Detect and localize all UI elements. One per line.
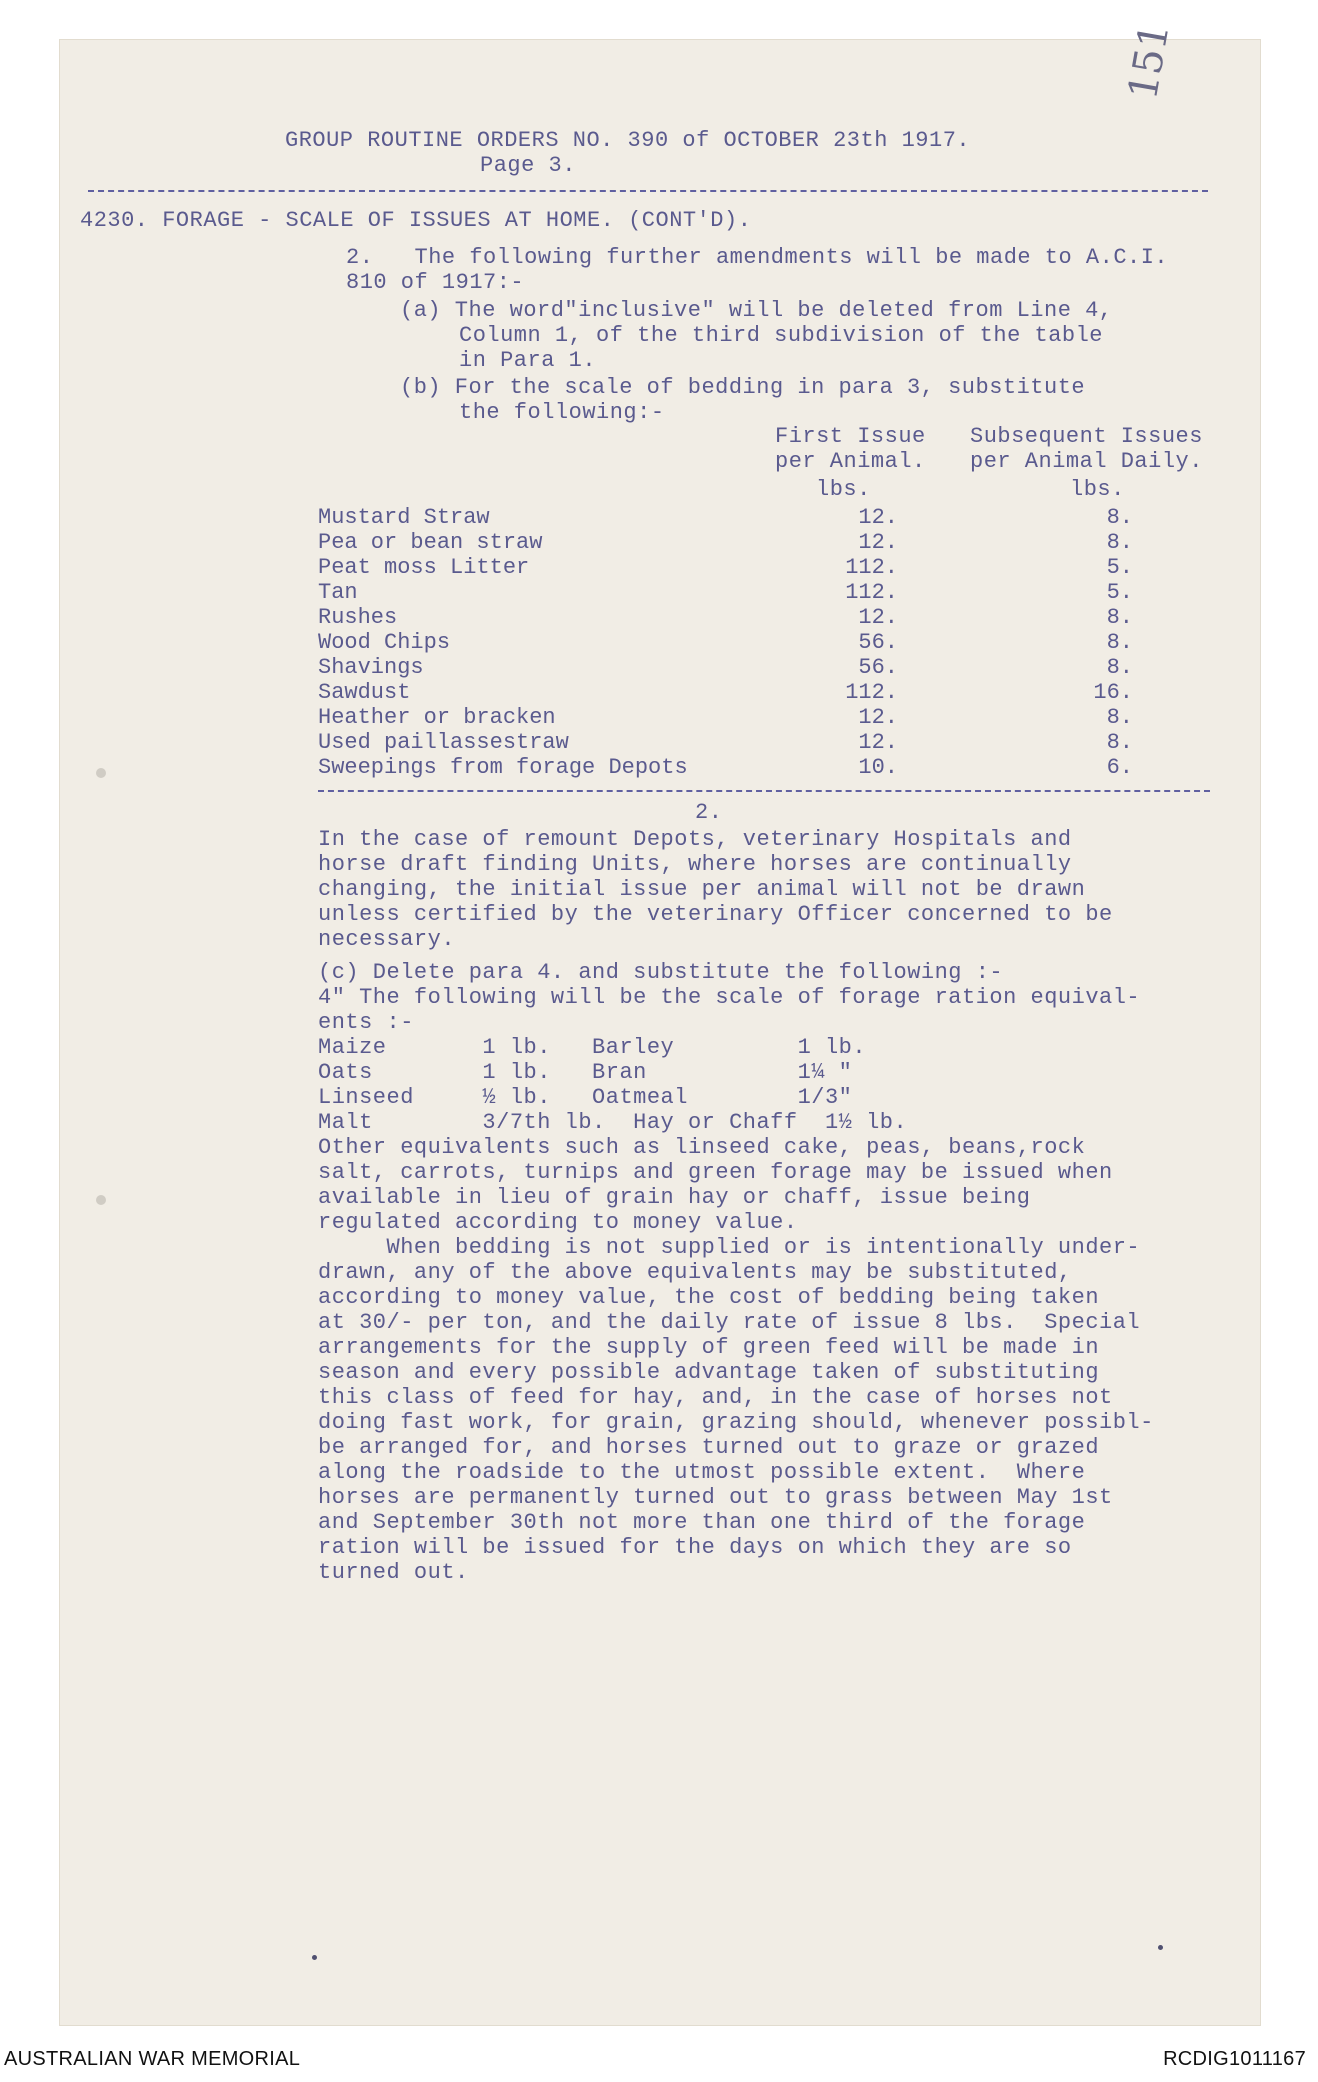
first-issue-value: 10. bbox=[858, 755, 898, 780]
bedding-item: Heather or bracken bbox=[318, 705, 556, 730]
body-line: according to money value, the cost of bedding being taken bbox=[318, 1285, 1100, 1310]
first-issue-value: 12. bbox=[858, 605, 898, 630]
body-line: horses are permanently turned out to grass between May 1st bbox=[318, 1485, 1113, 1510]
equivalents-row-1: Maize 1 lb. Barley 1 lb. bbox=[318, 1035, 867, 1060]
body-line: Other equivalents such as linseed cake, peas, beans,rock bbox=[318, 1135, 1086, 1160]
subsequent-value: 8. bbox=[1106, 605, 1133, 630]
body-line: be arranged for, and horses turned out to graze or grazed bbox=[318, 1435, 1100, 1460]
first-issue-value: 56. bbox=[858, 630, 898, 655]
bedding-item: Used paillassestraw bbox=[318, 730, 569, 755]
col-subsequent-2: per Animal Daily. bbox=[970, 449, 1203, 474]
body-line: at 30/- per ton, and the daily rate of issue 8 lbs. Special bbox=[318, 1310, 1141, 1335]
subsequent-value: 16. bbox=[1093, 680, 1133, 705]
subsequent-value: 5. bbox=[1106, 580, 1133, 605]
body-line: season and every possible advantage taken of substituting bbox=[318, 1360, 1100, 1385]
body-line: and September 30th not more than one third of the forage bbox=[318, 1510, 1086, 1535]
first-issue-value: 112. bbox=[845, 580, 898, 605]
para-a-line-2: Column 1, of the third subdivision of the table bbox=[459, 323, 1104, 348]
subsequent-value: 8. bbox=[1106, 630, 1133, 655]
ink-dot bbox=[1158, 1945, 1163, 1950]
para-c-line-1: (c) Delete para 4. and substitute the following :- bbox=[318, 960, 1004, 985]
body-line: this class of feed for hay, and, in the case of horses not bbox=[318, 1385, 1113, 1410]
unit-subsequent: lbs. bbox=[1070, 477, 1125, 502]
para-b-line-1: (b) For the scale of bedding in para 3, substitute bbox=[400, 375, 1086, 400]
punch-hole bbox=[96, 1195, 106, 1205]
subsequent-value: 8. bbox=[1106, 705, 1133, 730]
archive-label: AUSTRALIAN WAR MEMORIAL bbox=[4, 2048, 301, 2070]
bedding-item: Wood Chips bbox=[318, 630, 451, 655]
record-id: RCDIG1011167 bbox=[1163, 2048, 1306, 2070]
body-line: drawn, any of the above equivalents may be substituted, bbox=[318, 1260, 1072, 1285]
body-line: available in lieu of grain hay or chaff, issue being bbox=[318, 1185, 1031, 1210]
para-c-line-2: 4" The following will be the scale of forage ration equival- bbox=[318, 985, 1141, 1010]
bedding-item: Shavings bbox=[318, 655, 424, 680]
body-line: turned out. bbox=[318, 1560, 469, 1585]
first-issue-value: 12. bbox=[858, 705, 898, 730]
first-issue-value: 56. bbox=[858, 655, 898, 680]
punch-hole bbox=[96, 768, 106, 778]
body-line: arrangements for the supply of green feed will be made in bbox=[318, 1335, 1100, 1360]
para-c-line-3: ents :- bbox=[318, 1010, 414, 1035]
section-heading: 4230. FORAGE - SCALE OF ISSUES AT HOME. (CONT'D). bbox=[80, 208, 752, 233]
first-issue-value: 112. bbox=[845, 555, 898, 580]
header-rule bbox=[88, 190, 1208, 192]
bedding-item: Mustard Straw bbox=[318, 505, 490, 530]
para-2-line-2: 810 of 1917:- bbox=[346, 270, 525, 295]
bedding-item: Pea or bean straw bbox=[318, 530, 543, 555]
body-line: regulated according to money value. bbox=[318, 1210, 798, 1235]
bedding-item: Tan bbox=[318, 580, 358, 605]
ink-dot bbox=[312, 1955, 317, 1960]
footnote-line-4: unless certified by the veterinary Officer concerned to be bbox=[318, 902, 1113, 927]
equivalents-row-2: Oats 1 lb. Bran 1¼ " bbox=[318, 1060, 853, 1085]
para-a-line-3: in Para 1. bbox=[459, 348, 597, 373]
body-line: along the roadside to the utmost possible extent. Where bbox=[318, 1460, 1086, 1485]
col-first-issue-1: First Issue bbox=[775, 424, 926, 449]
footnote-line-2: horse draft finding Units, where horses are continually bbox=[318, 852, 1072, 877]
footnote-line-5: necessary. bbox=[318, 927, 456, 952]
subsequent-value: 8. bbox=[1106, 730, 1133, 755]
col-first-issue-2: per Animal. bbox=[775, 449, 926, 474]
body-line: salt, carrots, turnips and green forage may be issued when bbox=[318, 1160, 1113, 1185]
equivalents-row-4: Malt 3/7th lb. Hay or Chaff 1½ lb. bbox=[318, 1110, 908, 1135]
first-issue-value: 112. bbox=[845, 680, 898, 705]
para-b-line-2: the following:- bbox=[459, 400, 665, 425]
para-a-line-1: (a) The word"inclusive" will be deleted from Line 4, bbox=[400, 298, 1113, 323]
subsequent-value: 8. bbox=[1106, 505, 1133, 530]
equivalents-row-3: Linseed ½ lb. Oatmeal 1/3" bbox=[318, 1085, 853, 1110]
subsequent-value: 5. bbox=[1106, 555, 1133, 580]
bedding-item: Sawdust bbox=[318, 680, 411, 705]
page-number: 151 bbox=[1120, 19, 1179, 103]
first-issue-value: 12. bbox=[858, 505, 898, 530]
unit-first: lbs. bbox=[816, 477, 871, 502]
bedding-item: Rushes bbox=[318, 605, 398, 630]
subsequent-value: 8. bbox=[1106, 655, 1133, 680]
footnote-mark: 2. bbox=[695, 800, 723, 825]
col-subsequent-1: Subsequent Issues bbox=[970, 424, 1203, 449]
bedding-item: Peat moss Litter bbox=[318, 555, 530, 580]
first-issue-value: 12. bbox=[858, 530, 898, 555]
para-2-line-1: 2. The following further amendments will be made to A.C.I. bbox=[346, 245, 1169, 270]
first-issue-value: 12. bbox=[858, 730, 898, 755]
page-label: Page 3. bbox=[480, 153, 576, 178]
bedding-item: Sweepings from forage Depots bbox=[318, 755, 688, 780]
body-line: ration will be issued for the days on which they are so bbox=[318, 1535, 1072, 1560]
body-line: When bedding is not supplied or is intentionally under- bbox=[318, 1235, 1141, 1260]
subsequent-value: 6. bbox=[1106, 755, 1133, 780]
order-title: GROUP ROUTINE ORDERS NO. 390 of OCTOBER 23th 1917. bbox=[285, 128, 971, 153]
body-line: doing fast work, for grain, grazing should, whenever possibl- bbox=[318, 1410, 1154, 1435]
footnote-line-1: In the case of remount Depots, veterinary Hospitals and bbox=[318, 827, 1072, 852]
table-rule bbox=[318, 790, 1210, 792]
subsequent-value: 8. bbox=[1106, 530, 1133, 555]
footnote-line-3: changing, the initial issue per animal will not be drawn bbox=[318, 877, 1086, 902]
